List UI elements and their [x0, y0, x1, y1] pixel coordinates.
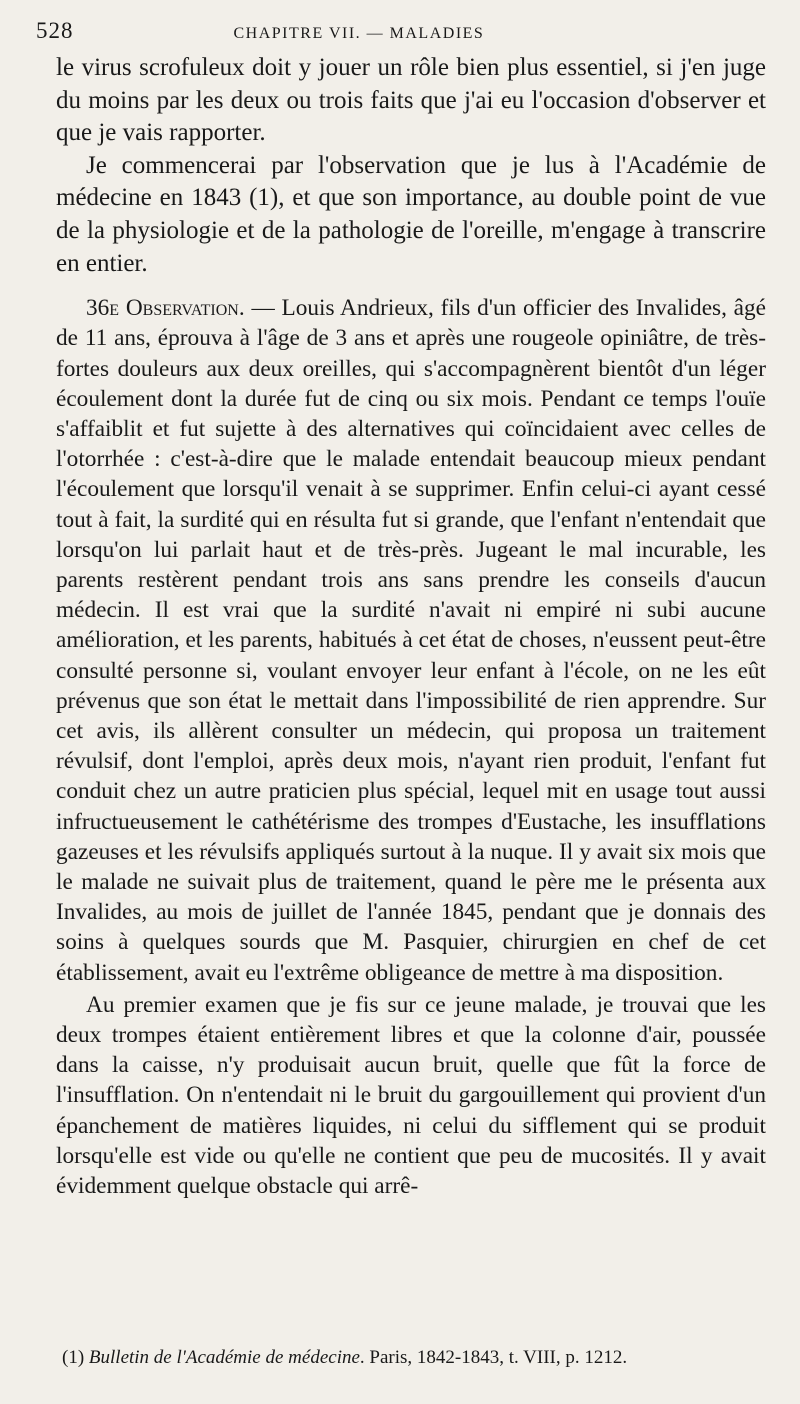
footnote-rest: . Paris, 1842-1843, t. VIII, p. 1212.	[359, 1347, 628, 1368]
paragraph-2: Je commencerai par l'observation que je lus à l'Académie de médecine en 1843 (1), et que son importance, au double point de vue de la physiologie et de la pathologie de l'oreille, m'engage à transcrire en entier.	[56, 151, 766, 277]
footnote	[62, 1346, 766, 1370]
page-number: 528	[36, 18, 74, 43]
running-head	[36, 18, 766, 52]
observation-paragraph	[56, 293, 766, 988]
observation-label: 36e Observation.	[86, 295, 245, 322]
paragraph-1: le virus scrofuleux doit y jouer un rôle bien plus essentiel, si j'en juge du moins par les deux ou trois faits que j'ai eu l'occasion d'observer et que je vais rapporter.	[56, 54, 766, 147]
paragraph-3: Au premier examen que je fis sur ce jeune malade, je trouvai que les deux trompes étaient entièrement libres et que la colonne d'air, poussée dans la caisse, n'y produisait aucun bruit, quelle que fût la force de l'insufflation. On n'entendait ni le bruit du gargouillement qui provient d'un épanchement de matières liquides, ni celui du sifflement qui se produit lorsqu'elle est vide ou qu'elle ne contient que peu de mucosités. Il y avait évidemment quelque obstacle qui arrê-	[56, 991, 766, 1200]
running-title: CHAPITRE VII. — MALADIES	[233, 25, 485, 42]
footnote-marker: (1)	[62, 1347, 85, 1368]
main-text	[56, 52, 766, 1201]
observation-text: — Louis Andrieux, fils d'un officier des Invalides, âgé de 11 ans, éprouva à l'âge de 3 ans et après une rougeole opiniâtre, de très-fortes douleurs aux deux oreilles, qui s'accompagnèrent bientôt d'un léger écoulement dont la durée fut de cinq ou six mois. Pendant ce temps l'ouïe s'affaiblit et fut sujette à des alternatives qui coïncidaient avec celles de l'otorrhée : c'est-à-dire que le malade entendait beaucoup mieux pendant l'écoulement que lorsqu'il venait à se supprimer. Enfin celui-ci ayant cessé tout à fait, la surdité qui en résulta fut si grande, que l'enfant n'entendait que lorsqu'on lui parlait haut et de très-près. Jugeant le mal incurable, les parents restèrent pendant trois ans sans prendre les conseils d'aucun médecin. Il est vrai que la surdité n'avait ni empiré ni subi aucune amélioration, et les parents, habitués à cet état de choses, n'eussent peut-être consulté personne si, voulant envoyer leur enfant à l'école, on ne les eût prévenus que son état le mettait dans l'impossibilité de rien apprendre. Sur cet avis, ils allèrent consulter un médecin, qui proposa un traitement révulsif, dont l'emploi, après deux mois, n'ayant rien produit, l'enfant fut conduit chez un autre praticien plus spécial, lequel mit en usage tout aussi infructueusement le cathétérisme des trompes d'Eustache, les insufflations gazeuses et les révulsifs appliqués surtout à la nuque. Il y avait six mois que le malade ne suivait plus de traitement, quand le père me le présenta aux Invalides, au mois de juillet de l'année 1845, pendant que je donnais des soins à quelques sourds que M. Pasquier, chirurgien en chef de cet établissement, avait eu l'extrême obligeance de mettre à ma disposition.	[56, 295, 767, 986]
footnote-title: Bulletin de l'Académie de médecine	[88, 1347, 360, 1368]
